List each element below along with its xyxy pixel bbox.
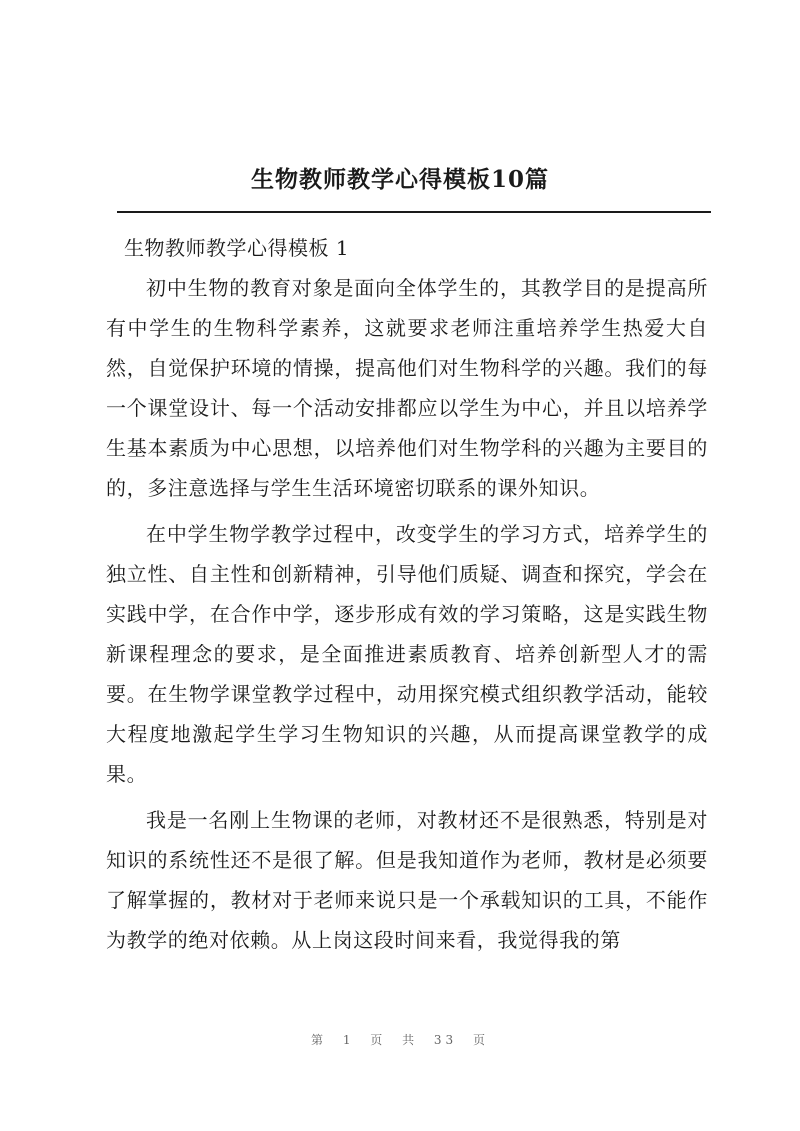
document-body xyxy=(106,228,708,960)
section-heading: 生物教师教学心得模板 1 xyxy=(124,236,350,260)
paragraph-3: 我是一名刚上生物课的老师，对教材还不是很熟悉，特别是对知识的系统性还不是很了解。但是我知道作为老师，教材是必须要了解掌握的，教材对于老师来说只是一个承载知识的工具，不能作为教学的绝对依赖。从上岗这段时间来看，我觉得我的第 xyxy=(106,808,708,952)
paragraph-2: 在中学生物学教学过程中，改变学生的学习方式，培养学生的独立性、自主性和创新精神，引导他们质疑、调查和探究，学会在实践中学，在合作中学，逐步形成有效的学习策略，这是实践生物新课程理念的要求，是全面推进素质教育、培养创新型人才的需要。在生物学课堂教学过程中，动用探究模式组织教学活动，能较大程度地激起学生学习生物知识的兴趣，从而提高课堂教学的成果。 xyxy=(106,522,708,786)
document-title: 生物教师教学心得模板10篇 xyxy=(250,166,549,193)
title-divider xyxy=(117,211,711,213)
paragraph-1: 初中生物的教育对象是面向全体学生的，其教学目的是提高所有中学生的生物科学素养，这就要求老师注重培养学生热爱大自然，自觉保护环境的情操，提高他们对生物科学的兴趣。我们的每一个课堂设计、每一个活动安排都应以学生为中心，并且以培养学生基本素质为中心思想，以培养他们对生物学科的兴趣为主要目的的，多注意选择与学生生活环境密切联系的课外知识。 xyxy=(106,276,708,500)
page-number: 第 1 页 共 33 页 xyxy=(311,1033,489,1047)
